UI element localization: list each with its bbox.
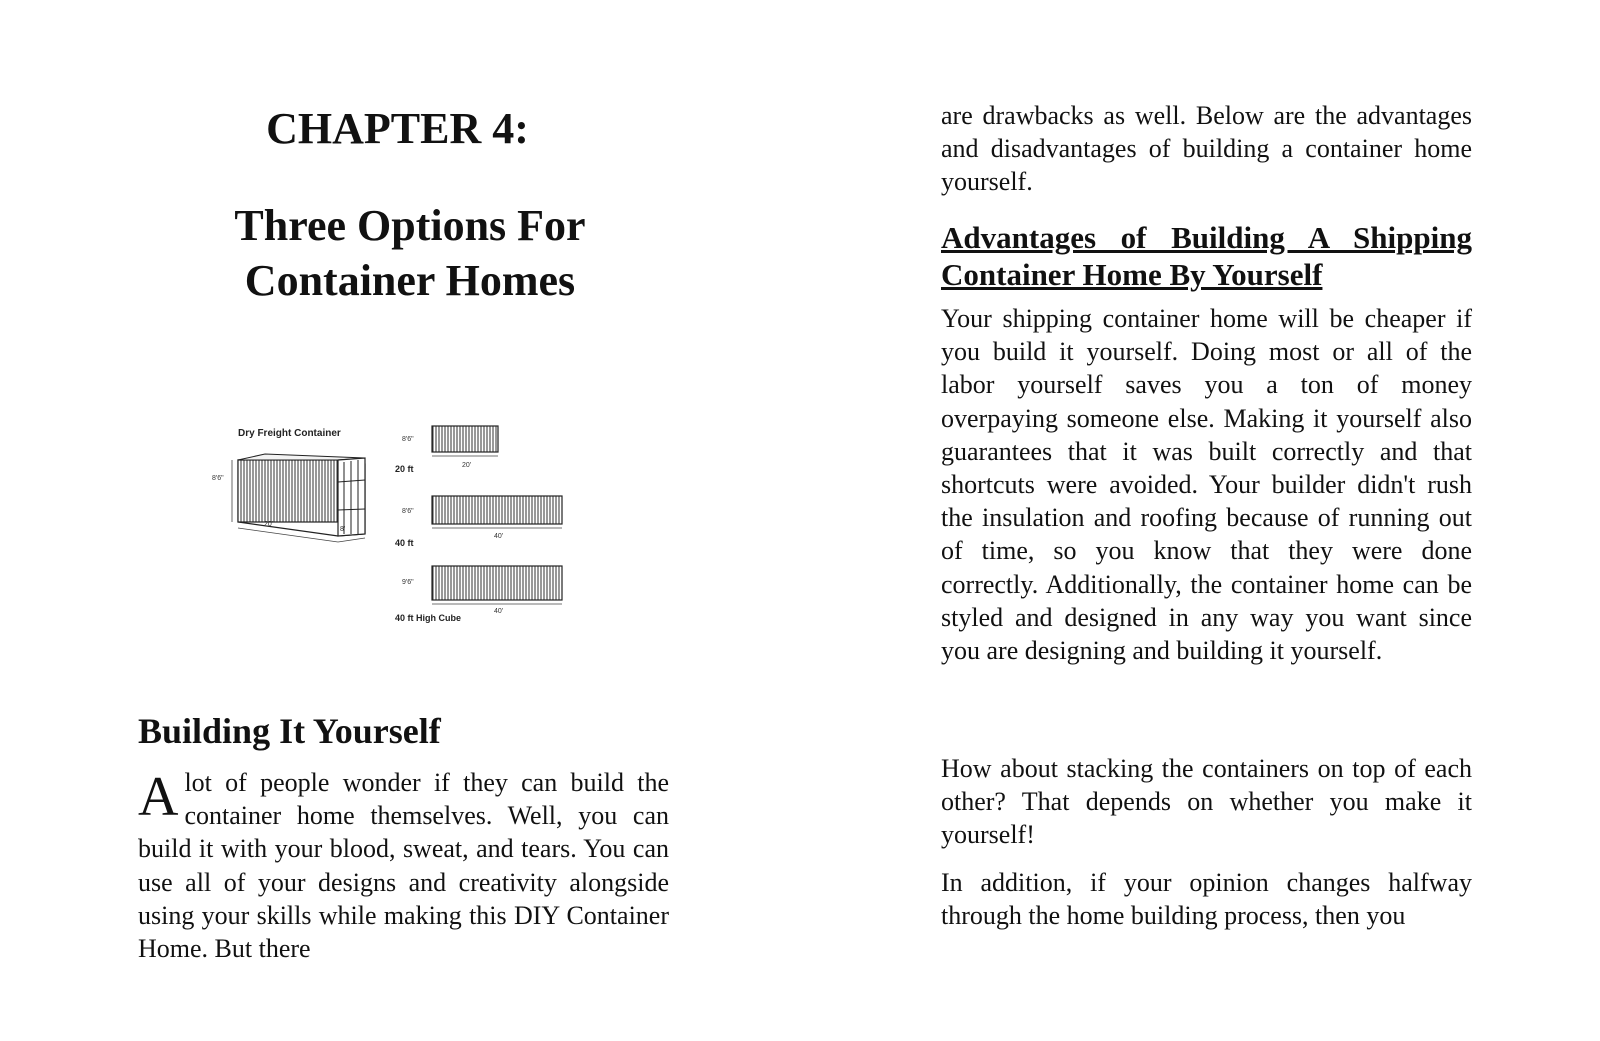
figure-height-label: 8'6"	[212, 475, 224, 482]
row-highcube-length: 40'	[494, 608, 504, 615]
row-20ft-name: 20 ft	[395, 464, 414, 474]
figure-width-label: 8'	[340, 526, 346, 533]
row-highcube-name: 40 ft High Cube	[395, 613, 462, 623]
row-highcube-height: 9'6"	[402, 579, 414, 586]
intro-paragraph	[138, 766, 669, 965]
continuation-paragraph: are drawbacks as well. Below are the advantages and disadvantages of building a container home yourself.	[941, 101, 1472, 197]
container-40ft-view	[395, 496, 562, 548]
right-page	[800, 0, 1600, 1041]
advantages-heading: Advantages of Building A Shipping Container Home By Yourself	[941, 220, 1472, 292]
chapter-subtitle	[140, 198, 680, 308]
stacking-paragraph: How about stacking the containers on top of each other? That depends on whether you make it yourself!	[941, 754, 1472, 850]
container-20ft-view	[395, 426, 498, 474]
row-40ft-height: 8'6"	[402, 508, 414, 515]
figure-length-label: 20'	[264, 521, 274, 528]
row-20ft-length: 20'	[462, 462, 472, 469]
section-heading: Building It Yourself	[138, 711, 441, 751]
opinion-paragraph: In addition, if your opinion changes halfway through the home building process, then you	[941, 868, 1472, 931]
container-dimensions-figure	[210, 424, 590, 644]
figure-main-label: Dry Freight Container	[238, 428, 341, 439]
intro-paragraph-text: lot of people wonder if they can build the container home themselves. Well, you can build it with your blood, sweat, and tears. You can use all of your designs and creativity alongside using your skills while making this DIY Container Home. But there	[138, 768, 669, 964]
chapter-subtitle-line1: Three Options For	[234, 201, 586, 250]
chapter-title: CHAPTER 4:	[266, 104, 529, 153]
advantages-paragraph: Your shipping container home will be cheaper if you build it yourself. Doing most or all of the labor yourself saves you a ton of money overpaying someone else. Making it yourself also guarantees that it was built correctly and that shortcuts were avoided. Your builder didn't rush the insulation and roofing because of running out of time, so you know that they were done correctly. Additionally, the container home can be styled and designed in any way you want since you are designing and building it yourself.	[941, 304, 1472, 666]
row-20ft-height: 8'6"	[402, 436, 414, 443]
container-40ft-highcube-view	[395, 566, 562, 623]
row-40ft-length: 40'	[494, 533, 504, 540]
row-40ft-name: 40 ft	[395, 538, 414, 548]
chapter-subtitle-line2: Container Homes	[244, 256, 576, 305]
drop-cap: A	[138, 766, 179, 828]
